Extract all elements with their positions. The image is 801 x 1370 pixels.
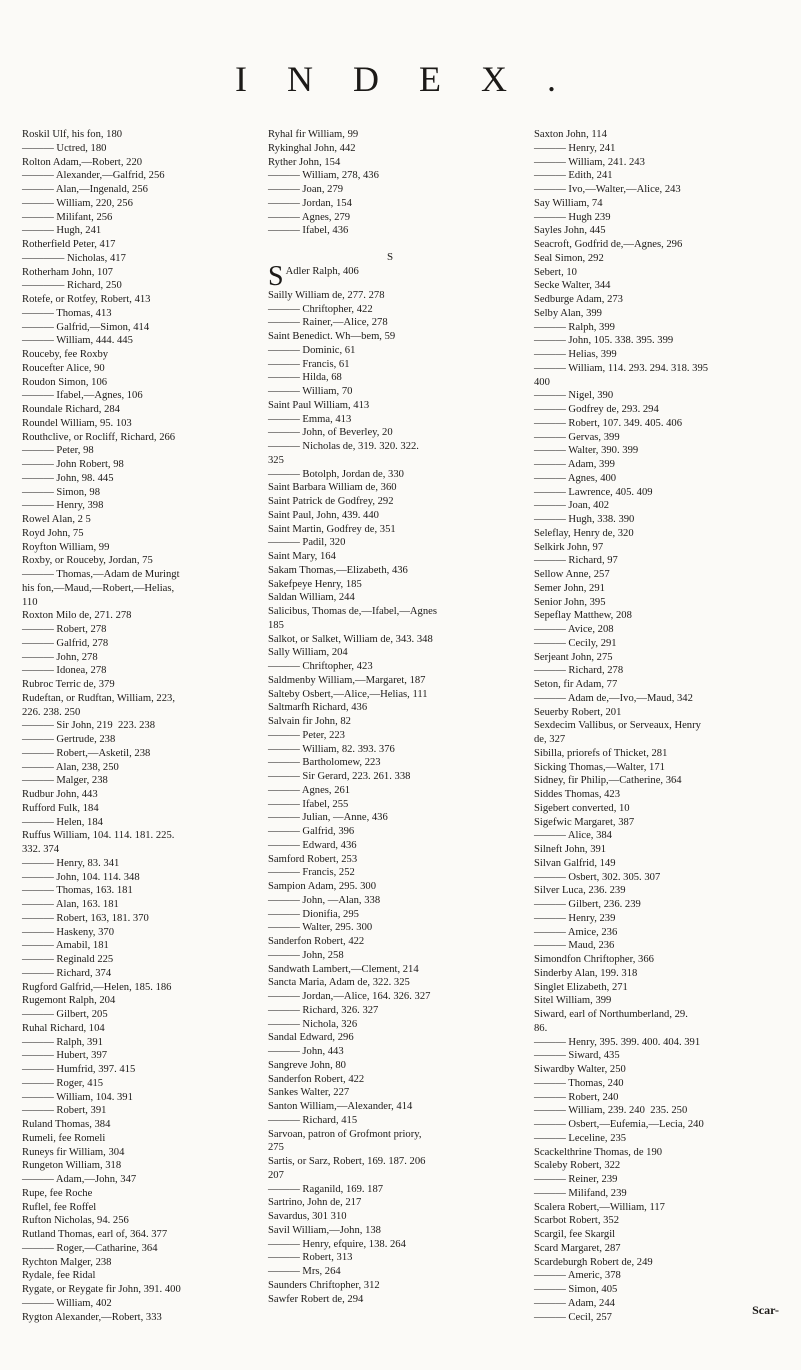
index-entry: ——— Henry, 241 [534, 142, 616, 154]
index-entry: Scardeburgh Robert de, 249 [534, 1256, 653, 1268]
index-entry: ——— Gertrude, 238 [22, 734, 116, 745]
index-entry: 207 [268, 1169, 284, 1181]
index-entry: ——— Padil, 320 [268, 537, 346, 549]
section-first-entry [268, 260, 512, 292]
index-entry: ——— Ifabel, 255 [268, 798, 349, 810]
index-entry: 325 [268, 454, 284, 466]
index-entry: ——— Hugh, 338. 390 [534, 514, 635, 525]
index-entry: ——— Humfrid, 397. 415 [22, 1064, 136, 1075]
index-entry: Saunders Chriftopher, 312 [268, 1279, 380, 1291]
index-entry: Scalera Robert,—William, 117 [534, 1201, 665, 1213]
index-entry: ——— Rainer,—Alice, 278 [268, 317, 388, 329]
index-entry: Sawfer Robert de, 294 [268, 1293, 364, 1305]
index-entry: ——— Jordan,—Alice, 164. 326. 327 [268, 991, 431, 1002]
index-entry: ——— John, 105. 338. 395. 399 [534, 335, 674, 347]
index-entry: Rungeton William, 318 [22, 1160, 122, 1172]
index-entry: Sigefwic Margaret, 387 [534, 816, 635, 828]
index-entry: ——— Peter, 223 [268, 729, 345, 741]
index-entry: Simondfon Chriftopher, 366 [534, 954, 654, 965]
index-entry: Singlet Elizabeth, 271 [534, 981, 628, 993]
index-entry: ——— Henry, 83. 341 [22, 857, 120, 869]
index-entry: ——— Milifand, 239 [534, 1187, 627, 1199]
index-entry: ——— Gilbert, 236. 239 [534, 899, 641, 910]
index-entry: Royd John, 75 [22, 527, 84, 539]
index-entry: Serjeant John, 275 [534, 651, 613, 663]
index-entry: ——— Dionifia, 295 [268, 908, 359, 920]
index-entry: Salicibus, Thomas de,—Ifabel,—Agnes [268, 606, 437, 617]
index-entry: ——— Adam,—John, 347 [22, 1174, 137, 1185]
index-entry: ——— Uctred, 180 [22, 142, 107, 154]
index-entry: Semer John, 291 [534, 582, 605, 594]
section-letter-s: S [386, 251, 394, 263]
index-entry: Sayles John, 445 [534, 225, 606, 237]
index-entry: Roskil Ulf, his fon, 180 [22, 129, 123, 140]
index-entry: Salteby Osbert,—Alice,—Helias, 111 [268, 688, 428, 700]
index-entry: Sankes Walter, 227 [268, 1087, 350, 1099]
index-entry: ——— Joan, 402 [534, 500, 610, 512]
index-entry: ——— Robert, 313 [268, 1252, 353, 1264]
index-entry: Rugford Galfrid,—Helen, 185. 186 [22, 981, 172, 993]
index-entry: Rubroc Terric de, 379 [22, 679, 115, 690]
index-entry: ——— Thomas, 163. 181 [22, 885, 133, 897]
index-entry: ——— William, 278, 436 [268, 170, 379, 182]
index-entry: ——— Robert, 107. 349. 405. 406 [534, 417, 683, 429]
index-entry: ——— John, of Beverley, 20 [268, 427, 393, 439]
index-entry: Runeys fir William, 304 [22, 1146, 125, 1158]
index-entry: ——— Sir Gerard, 223. 261. 338 [268, 771, 411, 782]
index-entry: Samford Robert, 253 [268, 853, 358, 865]
index-entry: Silvan Galfrid, 149 [534, 857, 616, 869]
index-entry: ——— John, —Alan, 338 [268, 894, 381, 906]
index-entry: Siward, earl of Northumberland, 29. [534, 1009, 688, 1020]
index-entry: ——— William, 220, 256 [22, 197, 133, 209]
index-entry: Ryther John, 154 [268, 156, 341, 168]
index-entry: Seleflay, Henry de, 320 [534, 527, 634, 539]
index-entry: ——— Agnes, 279 [268, 211, 351, 223]
index-entry: Silver Luca, 236. 239 [534, 885, 626, 897]
index-entry: Rumeli, fee Romeli [22, 1132, 106, 1144]
index-entry: ——— Galfrid, 396 [268, 826, 355, 837]
index-entry: ——— Osbert,—Eufemia,—Lecia, 240 [534, 1119, 704, 1130]
index-entry: ——— Gilbert, 205 [22, 1009, 108, 1020]
index-entry: Rowel Alan, 2 5 [22, 514, 91, 525]
index-entry: Seton, fir Adam, 77 [534, 679, 618, 690]
index-entry: Selby Alan, 399 [534, 307, 602, 319]
index-entry: 86. [534, 1022, 548, 1034]
index-column-2 [268, 128, 512, 1306]
index-entry: Siddes Thomas, 423 [534, 789, 621, 800]
index-entry: ——— Walter, 390. 399 [534, 445, 639, 457]
index-entry: Rolton Adam,—Robert, 220 [22, 156, 143, 168]
index-entry: ——— Haskeny, 370 [22, 926, 114, 938]
index-entry: Sebert, 10 [534, 266, 577, 278]
index-entry: ——— Bartholomew, 223 [268, 757, 381, 769]
index-entry: ———— Nicholas, 417 [22, 252, 126, 264]
index-entry: Sidney, fir Philip,—Catherine, 364 [534, 775, 682, 787]
index-entry: ——— Robert, 391 [22, 1105, 107, 1117]
index-entry: Rotherfield Peter, 417 [22, 239, 116, 250]
index-entry: ——— Botolph, Jordan de, 330 [268, 468, 404, 480]
index-entry: ——— Milifant, 256 [22, 211, 113, 223]
index-entry: Sibilla, priorefs of Thicket, 281 [534, 747, 668, 759]
index-entry: ——— Reiner, 239 [534, 1174, 618, 1185]
index-entry: Rotefe, or Rotfey, Robert, 413 [22, 294, 151, 305]
index-entry: Sakefpeye Henry, 185 [268, 578, 362, 590]
index-entry: Say William, 74 [534, 197, 603, 209]
index-entry: ——— Robert, 240 [534, 1091, 619, 1103]
index-entry: ——— Henry, efquire, 138. 264 [268, 1238, 406, 1250]
index-entry: ——— Idonea, 278 [22, 665, 107, 677]
index-entry: ——— Henry, 398 [22, 500, 104, 512]
index-entry: Savil William,—John, 138 [268, 1224, 381, 1236]
index-entry: ——— Richard, 278 [534, 665, 624, 677]
index-entry: Rugemont Ralph, 204 [22, 995, 116, 1007]
index-entry: ——— Simon, 98 [22, 486, 100, 498]
catchword: Scar- [752, 1303, 779, 1317]
index-entry: ——— Nichola, 326 [268, 1018, 358, 1030]
index-entry: Scackelthrine Thomas, de 190 [534, 1146, 663, 1158]
index-entry: Saint Martin, Godfrey de, 351 [268, 523, 396, 535]
index-entry: ——— Hugh 239 [534, 211, 611, 223]
index-entry: Sarvoan, patron of Grofmont priory, [268, 1128, 422, 1140]
index-entry: Salkot, or Salket, William de, 343. 348 [268, 633, 433, 645]
index-entry: ——— Alice, 384 [534, 830, 612, 842]
index-entry: Roxton Milo de, 271. 278 [22, 610, 132, 622]
index-entry: Scarbot Robert, 352 [534, 1215, 620, 1227]
index-entry: Sartis, or Sarz, Robert, 169. 187. 206 [268, 1156, 426, 1167]
index-entry: ——— Cecily, 291 [534, 637, 617, 649]
index-entry: ——— Galfrid, 278 [22, 637, 109, 649]
index-entry: ——— Ifabel, 436 [268, 225, 349, 237]
index-entry: Roucefter Alice, 90 [22, 362, 105, 374]
index-entry: 226. 238. 250 [22, 706, 81, 718]
index-entry: Saltmarfh Richard, 436 [268, 702, 368, 714]
index-entry: ——— Helias, 399 [534, 349, 617, 360]
index-entry: Ryhal fir William, 99 [268, 129, 359, 140]
index-entry: Ruffus William, 104. 114. 181. 225. [22, 830, 175, 842]
index-entry: ——— Henry, 239 [534, 912, 616, 924]
index-entry: Sigebert converted, 10 [534, 802, 630, 814]
index-entry: ——— Cecil, 257 [534, 1311, 612, 1323]
index-entry: ——— Francis, 252 [268, 867, 355, 879]
index-entry: Sancta Maria, Adam de, 322. 325 [268, 977, 410, 989]
index-entry: 185 [268, 619, 284, 631]
index-entry: Saint Paul William, 413 [268, 399, 370, 411]
index-entry: ——— Roger, 415 [22, 1077, 104, 1089]
index-entry: 400 [534, 376, 550, 388]
index-entry: Ruflel, fee Roffel [22, 1201, 97, 1213]
index-entry: ——— Nicholas de, 319. 320. 322. [268, 441, 419, 452]
index-entry: ——— John, 278 [22, 651, 98, 663]
index-entry: Secke Walter, 344 [534, 280, 611, 292]
index-entry: ——— Hilda, 68 [268, 372, 342, 384]
index-entry: ——— William, 114. 293. 294. 318. 395 [534, 362, 709, 374]
index-entry: Sellow Anne, 257 [534, 569, 610, 580]
index-entry: ——— William, 104. 391 [22, 1091, 133, 1103]
index-column-1 [22, 128, 250, 1324]
index-entry: Seuerby Robert, 201 [534, 706, 622, 718]
index-entry: ——— William, 444. 445 [22, 335, 133, 347]
index-entry: Saldan William, 244 [268, 592, 355, 604]
index-entry: ——— Lawrence, 405. 409 [534, 486, 653, 498]
index-entry: ——— Hubert, 397 [22, 1050, 108, 1062]
index-entry: Sailly William de, 277. 278 [268, 289, 385, 301]
index-entry: ——— Siward, 435 [534, 1050, 620, 1062]
index-entry: Santon William,—Alexander, 414 [268, 1101, 413, 1112]
index-entry: Savardus, 301 310 [268, 1211, 347, 1222]
index-entry: ——— Agnes, 400 [534, 472, 617, 484]
index-entry: Rydale, fee Ridal [22, 1270, 96, 1282]
index-entry: ——— Alan, 238, 250 [22, 761, 119, 773]
index-entry: his fon,—Maud,—Robert,—Helias, [22, 582, 175, 594]
index-entry: ——— William, 70 [268, 386, 353, 397]
index-entry: Roundale Richard, 284 [22, 404, 120, 415]
index-entry: ——— Nigel, 390 [534, 390, 614, 402]
index-entry: Selkirk John, 97 [534, 541, 604, 553]
index-entry: 332. 374 [22, 844, 60, 855]
index-entry: ——— Americ, 378 [534, 1270, 621, 1282]
index-entry: ——— Emma, 413 [268, 413, 352, 425]
index-entry: Roxby, or Rouceby, Jordan, 75 [22, 555, 153, 567]
index-entry: Sepeflay Matthew, 208 [534, 610, 632, 622]
index-entry: Silneft John, 391 [534, 844, 607, 855]
index-entry: ——— Thomas, 240 [534, 1077, 624, 1089]
index-entry: ——— Osbert, 302. 305. 307 [534, 871, 661, 883]
index-entry: ——— Robert,—Asketil, 238 [22, 747, 151, 759]
index-entry: ——— Adam, 399 [534, 459, 615, 470]
index-entry: ——— Chriftopher, 423 [268, 661, 373, 672]
index-entry: Seacroft, Godfrid de,—Agnes, 296 [534, 239, 683, 250]
index-entry: ——— Galfrid,—Simon, 414 [22, 321, 150, 333]
index-entry: ——— Walter, 295. 300 [268, 922, 373, 934]
index-entry: ——— Ifabel,—Agnes, 106 [22, 390, 143, 402]
index-entry: ——— John Robert, 98 [22, 459, 124, 470]
index-entry: 275 [268, 1142, 284, 1154]
index-entry: ——— Amice, 236 [534, 926, 618, 938]
section-spacer [268, 238, 512, 251]
index-entry: Scargil, fee Skargil [534, 1229, 616, 1240]
index-entry: ——— Malger, 238 [22, 775, 108, 787]
index-entry: ——— Sir John, 219 223. 238 [22, 720, 156, 732]
index-entry-text: Adler Ralph, 406 [285, 265, 359, 277]
index-entry: ——— Adam de,—Ivo,—Maud, 342 [534, 692, 693, 704]
index-entry: ——— Peter, 98 [22, 445, 94, 457]
index-entry: ——— Alan,—Ingenald, 256 [22, 184, 148, 195]
index-entry: ——— Richard, 415 [268, 1114, 358, 1126]
index-entry: Rudbur John, 443 [22, 789, 98, 800]
drop-cap: S [268, 260, 284, 292]
index-entry: ——— William, 241. 243 [534, 156, 645, 168]
index-entry: de, 327 [534, 734, 566, 745]
index-entry: Rotherham John, 107 [22, 266, 113, 278]
index-entry: Saint Mary, 164 [268, 551, 336, 562]
index-entry: ——— Hugh, 241 [22, 225, 102, 237]
index-entry: ——— Edith, 241 [534, 170, 613, 182]
index-entry: Saint Paul, John, 439. 440 [268, 509, 379, 521]
index-entry: ——— Alan, 163. 181 [22, 899, 119, 910]
index-entry: Rutland Thomas, earl of, 364. 377 [22, 1229, 168, 1240]
index-entry: Rygton Alexander,—Robert, 333 [22, 1311, 162, 1323]
index-entry: Saint Barbara William de, 360 [268, 482, 397, 494]
index-entry: Ruland Thomas, 384 [22, 1119, 111, 1130]
index-entry: ——— John, 443 [268, 1046, 344, 1057]
index-entry: ——— Dominic, 61 [268, 344, 356, 356]
index-entry: ——— William, 239. 240 235. 250 [534, 1105, 688, 1117]
index-entry: Sitel William, 399 [534, 995, 612, 1007]
index-entry: Saldmenby William,—Margaret, 187 [268, 674, 426, 686]
index-entry: ——— Richard, 326. 327 [268, 1004, 379, 1016]
index-entry: ——— Raganild, 169. 187 [268, 1183, 384, 1195]
index-entry: Sangreve John, 80 [268, 1059, 346, 1071]
index-entry: Sampion Adam, 295. 300 [268, 881, 376, 892]
index-entry: Sanderfon Robert, 422 [268, 1073, 365, 1085]
index-entry: ——— William, 402 [22, 1297, 112, 1309]
index-entry: Sally William, 204 [268, 647, 348, 659]
index-entry: Routhclive, or Rocliff, Richard, 266 [22, 431, 176, 443]
index-entry: Roudon Simon, 106 [22, 376, 108, 388]
index-entry: Rufford Fulk, 184 [22, 802, 99, 814]
index-entry: ——— John, 104. 114. 348 [22, 871, 140, 883]
index-entry: ——— Ralph, 391 [22, 1036, 103, 1048]
index-entry: ——— Gervas, 399 [534, 431, 620, 443]
index-entry: Sakam Thomas,—Elizabeth, 436 [268, 564, 408, 576]
index-entry: ——— Adam, 244 [534, 1297, 615, 1309]
index-entry: Rufton Nicholas, 94. 256 [22, 1215, 129, 1227]
index-entry: Rygate, or Reygate fir John, 391. 400 [22, 1284, 181, 1295]
index-entry: ——— Alexander,—Galfrid, 256 [22, 170, 165, 182]
index-entry: Roundel William, 95. 103 [22, 417, 132, 429]
index-entry: ——— Agnes, 261 [268, 784, 351, 796]
index-entry: 110 [22, 596, 38, 608]
index-entry: ——— Robert, 163, 181. 370 [22, 912, 149, 924]
index-entry: Seal Simon, 292 [534, 252, 604, 264]
index-entry: ——— Richard, 97 [534, 555, 618, 567]
index-entry: Sandal Edward, 296 [268, 1032, 354, 1044]
index-entry: Rudeftan, or Rudftan, William, 223, [22, 692, 175, 704]
index-entry: ——— Mrs, 264 [268, 1266, 341, 1277]
index-entry: ——— Roger,—Catharine, 364 [22, 1242, 158, 1254]
index-entry: ——— Joan, 279 [268, 184, 344, 195]
index-entry: Sanderfon Robert, 422 [268, 936, 365, 947]
index-entry: Scaleby Robert, 322 [534, 1160, 621, 1172]
index-entry: Saxton John, 114 [534, 129, 607, 140]
index-entry: Sicking Thomas,—Walter, 171 [534, 761, 665, 773]
index-entry: ——— Robert, 278 [22, 624, 107, 635]
index-entry: ——— Chriftopher, 422 [268, 303, 373, 315]
index-entry: ——— William, 82. 393. 376 [268, 743, 395, 755]
index-entry: Siwardby Walter, 250 [534, 1064, 626, 1075]
index-entry: Saint Benedict. Wh—bem, 59 [268, 331, 396, 342]
index-entry: ——— Julian, —Anne, 436 [268, 812, 388, 824]
index-entry: ——— Edward, 436 [268, 839, 357, 851]
index-entry: Royfton William, 99 [22, 541, 110, 553]
index-entry: ——— Thomas, 413 [22, 307, 112, 319]
index-entry: ——— Reginald 225 [22, 954, 114, 965]
index-entry: Sandwath Lambert,—Clement, 214 [268, 963, 419, 975]
index-entry: ——— Helen, 184 [22, 816, 103, 828]
index-entry: Saint Patrick de Godfrey, 292 [268, 496, 394, 507]
index-column-3 [534, 128, 784, 1324]
index-entry: Ruhal Richard, 104 [22, 1022, 105, 1034]
index-entry: Scard Margaret, 287 [534, 1242, 621, 1254]
index-entry: ——— Ivo,—Walter,—Alice, 243 [534, 184, 681, 195]
index-entry: Rupe, fee Roche [22, 1187, 93, 1199]
index-entry: Rouceby, fee Roxby [22, 349, 109, 360]
index-entry: ——— Thomas,—Adam de Muringt [22, 569, 180, 580]
index-entry: Sartrino, John de, 217 [268, 1197, 362, 1209]
index-entry: ——— Richard, 374 [22, 967, 112, 979]
index-entry: ——— Ralph, 399 [534, 321, 615, 333]
index-entry: Sexdecim Vallibus, or Serveaux, Henry [534, 720, 701, 732]
index-entry: ———— Richard, 250 [22, 280, 122, 292]
index-entry: ——— Simon, 405 [534, 1284, 618, 1295]
index-entry: Rykinghal John, 442 [268, 142, 356, 154]
index-entry: Sinderby Alan, 199. 318 [534, 967, 638, 979]
index-entry: Salvain fir John, 82 [268, 716, 351, 727]
index-entry: ——— John, 258 [268, 949, 344, 961]
index-entry: Rychton Malger, 238 [22, 1256, 112, 1268]
index-entry: ——— Leceline, 235 [534, 1132, 627, 1144]
index-entry: ——— Amabil, 181 [22, 940, 109, 952]
index-entry: ——— Godfrey de, 293. 294 [534, 404, 659, 415]
index-entry: ——— Henry, 395. 399. 400. 404. 391 [534, 1036, 701, 1048]
index-entry: ——— Avice, 208 [534, 624, 614, 635]
index-entry: Senior John, 395 [534, 596, 606, 608]
index-entry: ——— Francis, 61 [268, 358, 350, 370]
index-entry: ——— Jordan, 154 [268, 197, 352, 209]
index-entry: Sedburge Adam, 273 [534, 294, 623, 305]
page-title: INDEX. [235, 59, 596, 99]
index-entry: ——— Maud, 236 [534, 940, 615, 952]
index-entry: ——— John, 98. 445 [22, 472, 114, 484]
